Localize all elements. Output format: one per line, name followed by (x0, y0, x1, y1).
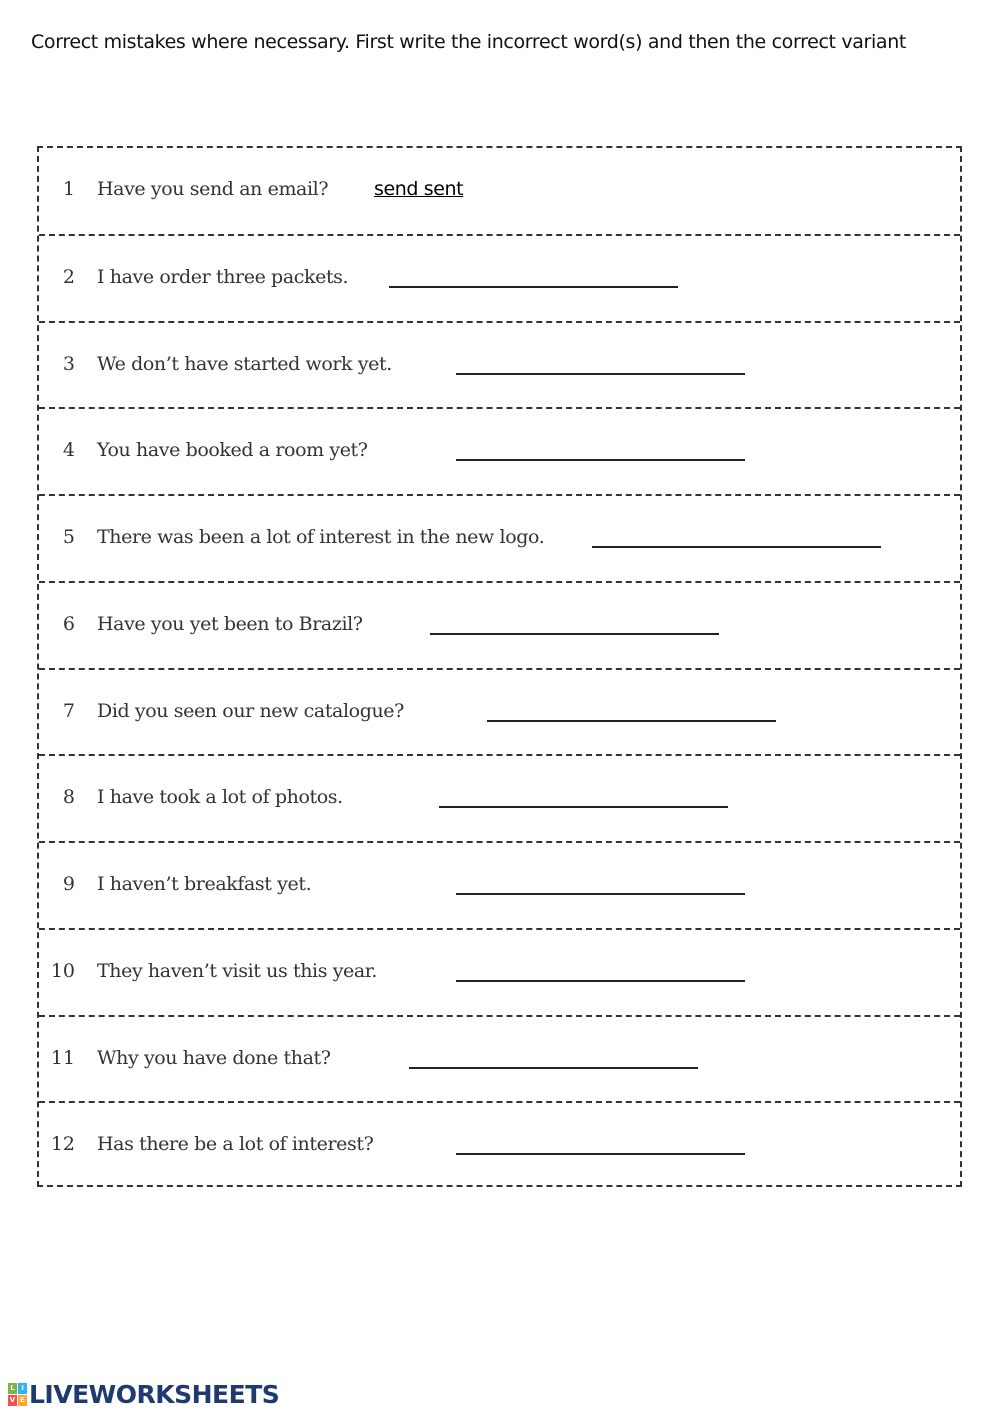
question-row (39, 407, 960, 494)
question-text: There was been a lot of interest in the new logo. (97, 526, 545, 548)
question-text: I have order three packets. (97, 265, 349, 288)
logo-block: I (18, 1383, 27, 1394)
question-number: 8 (62, 786, 75, 809)
question-number: 7 (62, 699, 75, 722)
question-text: They haven’t visit us this year. (97, 959, 378, 982)
answer-field[interactable] (430, 631, 719, 635)
question-text: Have you yet been to Brazil? (97, 612, 363, 635)
question-box (37, 146, 962, 1187)
question-number: 1 (62, 178, 75, 200)
question-text: Did you seen our new catalogue? (97, 699, 404, 722)
answer-field[interactable] (409, 1065, 698, 1069)
question-row (39, 841, 960, 928)
answer-field[interactable] (456, 371, 745, 375)
question-text: We don’t have started work yet. (97, 352, 392, 375)
question-row (39, 494, 960, 581)
question-number: 9 (62, 873, 75, 895)
question-number: 12 (50, 1133, 75, 1156)
question-number: 2 (62, 265, 75, 288)
question-text: Why you have done that? (97, 1046, 331, 1069)
liveworksheets-logo (8, 1380, 279, 1409)
question-number: 11 (50, 1046, 75, 1069)
question-number: 10 (50, 959, 75, 982)
answer-field[interactable] (487, 718, 776, 722)
question-row (39, 754, 960, 841)
answer-field[interactable] (456, 891, 745, 895)
answer-field[interactable] (456, 978, 745, 982)
question-text: I have took a lot of photos. (97, 786, 343, 809)
question-row: 1 Have you send an email? send sent (62, 178, 464, 200)
question-row (39, 1015, 960, 1102)
question-row (39, 1101, 960, 1188)
question-row (39, 928, 960, 1015)
question-row (39, 581, 960, 668)
answer-field[interactable] (389, 284, 678, 288)
question-text: I haven’t breakfast yet. (97, 873, 312, 895)
logo-text: LIVEWORKSHEETS (29, 1380, 280, 1409)
logo-block: V (9, 1396, 16, 1404)
question-row (39, 321, 960, 408)
question-row (39, 668, 960, 755)
question-text: Have you send an email? (97, 178, 329, 200)
logo-block: E (18, 1395, 27, 1406)
answer-field[interactable] (439, 804, 728, 808)
question-row (39, 234, 960, 321)
question-text: You have booked a room yet? (97, 439, 368, 462)
answer-field[interactable] (592, 544, 881, 548)
question-number: 6 (62, 612, 75, 635)
question-number: 3 (62, 352, 75, 375)
question-number: 5 (62, 526, 75, 548)
answer-field[interactable] (456, 457, 745, 461)
question-text: Has there be a lot of interest? (97, 1133, 374, 1156)
logo-block: L (8, 1383, 17, 1394)
instructions: Correct mistakes where necessary. First write the incorrect word(s) and then the correct variant (31, 31, 907, 53)
question-number: 4 (62, 439, 75, 462)
logo-icon (8, 1383, 27, 1406)
answer-field[interactable] (456, 1151, 745, 1155)
